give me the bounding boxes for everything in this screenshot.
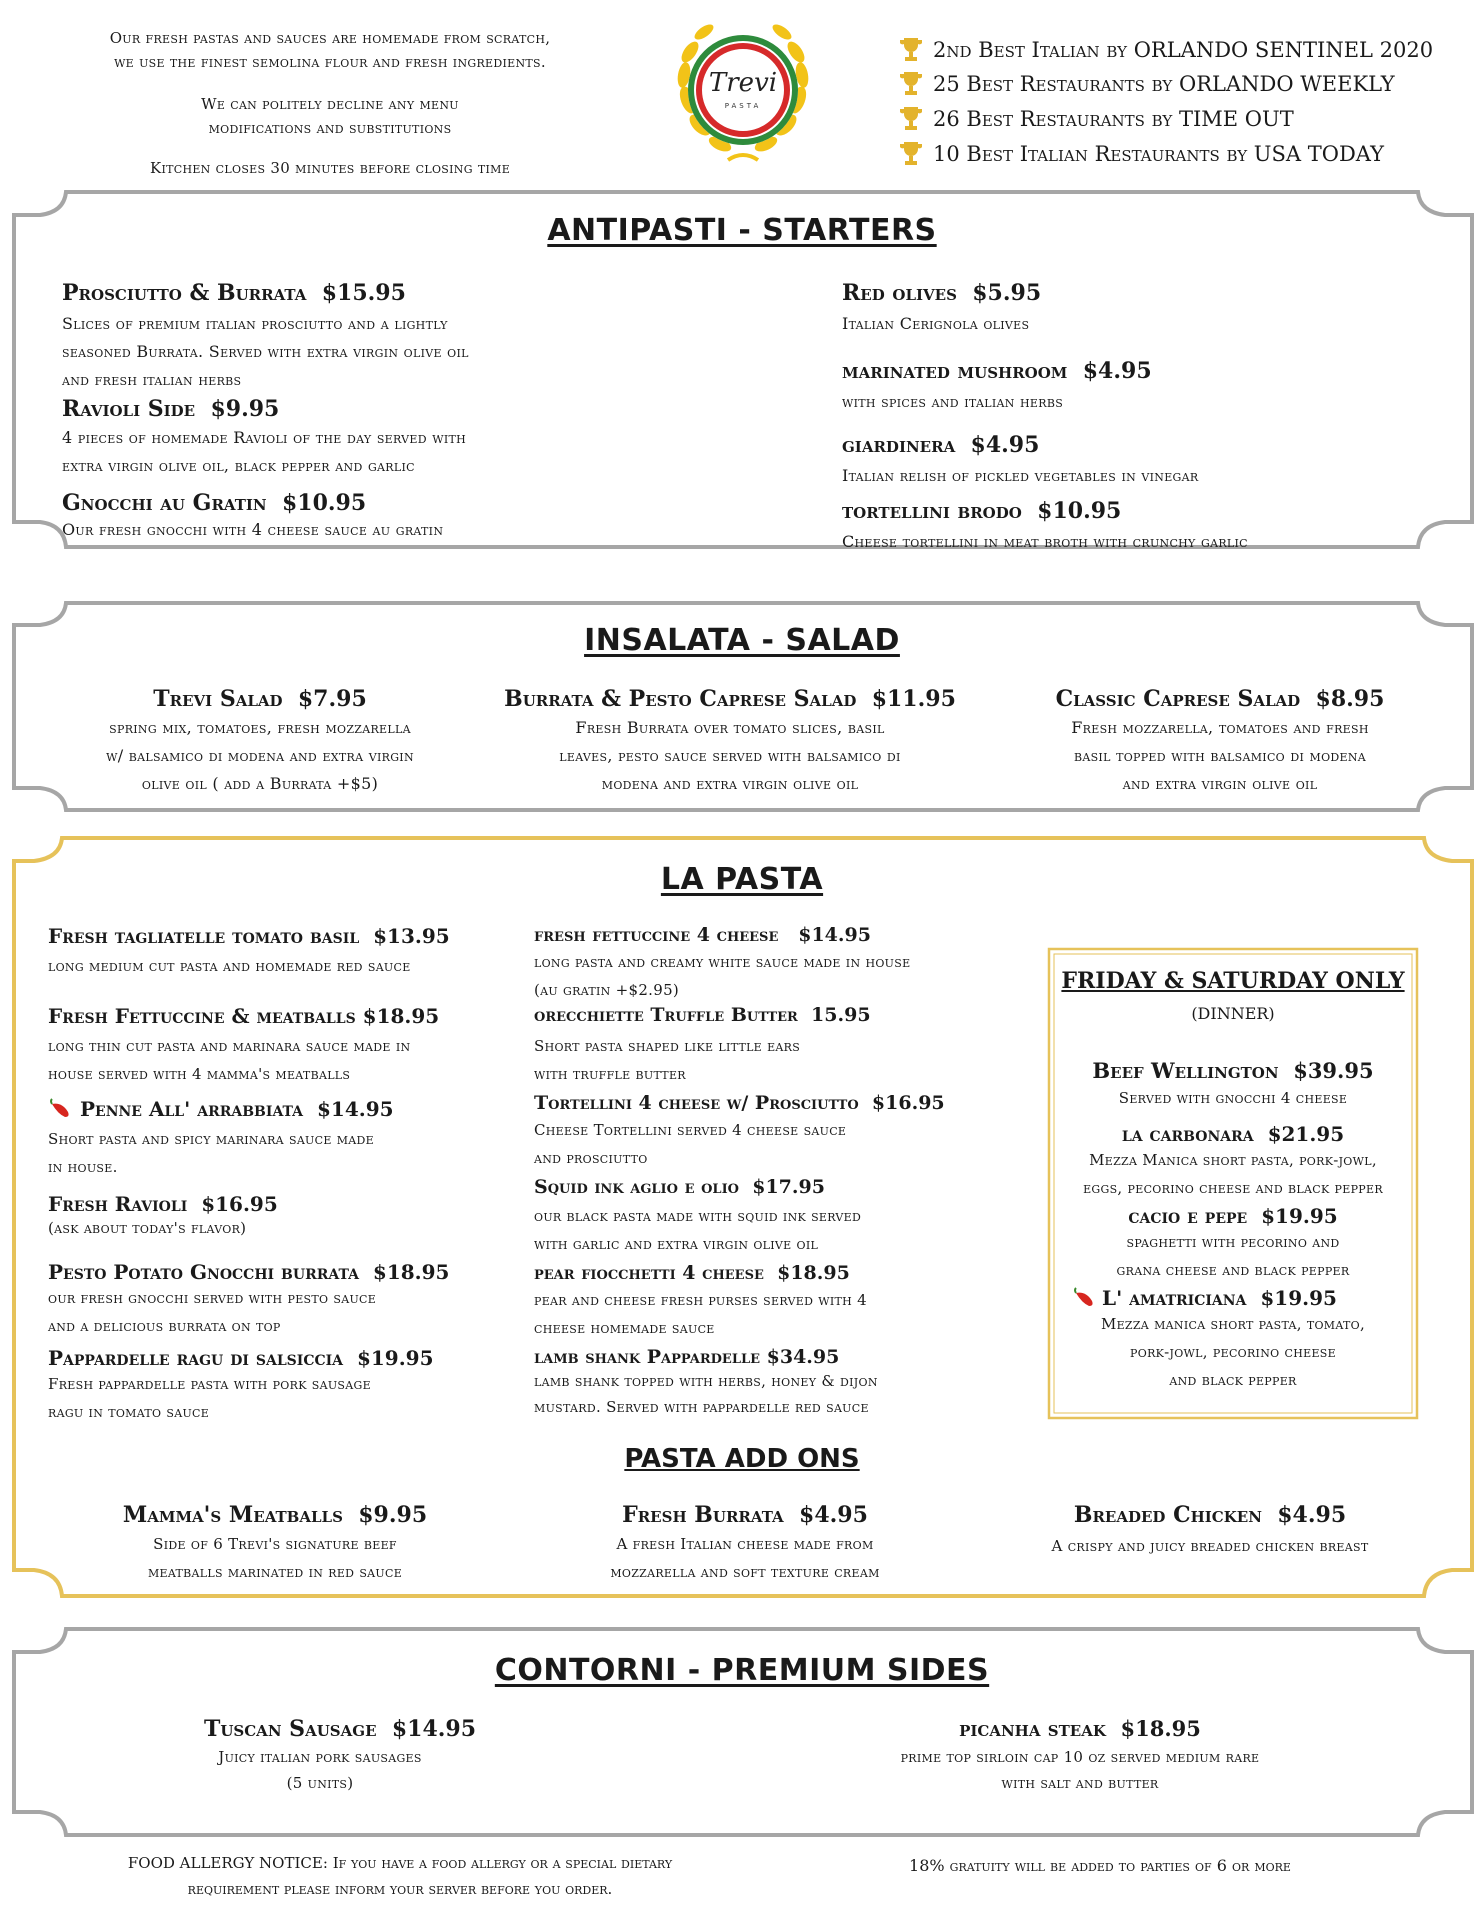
menu-item-title: Pappardelle ragu di salsiccia $19.95	[48, 1346, 434, 1370]
menu-item-desc: prime top sirloin cap 10 oz served medium rare with salt and butter	[900, 1748, 1260, 1792]
menu-item-desc: Our fresh gnocchi with 4 cheese sauce au gratin	[62, 520, 444, 539]
menu-item-title: tortellini brodo $10.95	[842, 498, 1122, 524]
menu-item-title: Fresh Burrata $4.95	[622, 1502, 868, 1528]
menu-item-desc: Side of 6 Trevi's signature beef meatballs marinated in red sauce	[147, 1535, 403, 1581]
menu-item-title: Fresh Ravioli $16.95	[48, 1192, 278, 1216]
menu-item-desc: Cheese tortellini in meat broth with crunchy garlic	[842, 532, 1248, 551]
menu-item-title: L' amatriciana $19.95	[1072, 1286, 1337, 1310]
menu-item-title: Beef Wellington $39.95	[1092, 1058, 1374, 1083]
intro-kitchen-closes	[70, 156, 590, 180]
logo-text: Trevi	[708, 68, 778, 98]
menu-item-desc: Served with gnocchi 4 cheese	[1118, 1089, 1348, 1107]
menu-item-title: Penne All' arrabbiata $14.95	[48, 1097, 394, 1121]
menu-item-title: Pesto Potato Gnocchi burrata $18.95	[48, 1260, 450, 1284]
contorni-title: CONTORNI - PREMIUM SIDES	[494, 1653, 990, 1688]
menu-item-desc: Juicy italian pork sausages (5 units)	[218, 1748, 422, 1792]
menu-item-title: la carbonara $21.95	[1121, 1122, 1345, 1146]
menu-item-desc: A fresh Italian cheese made from mozzarella and soft texture cream	[610, 1535, 880, 1581]
chili-pepper-icon	[1072, 1287, 1096, 1309]
menu-item-desc: Fresh Burrata over tomato slices, basil leaves, pesto sauce served with balsamico di modena and extra virgin olive oil	[559, 718, 901, 793]
allergy-label: FOOD ALLERGY NOTICE:	[127, 1854, 328, 1872]
menu-item-title: Mamma's Meatballs $9.95	[122, 1502, 428, 1528]
trophy-icon	[898, 140, 924, 168]
menu-item-title: fresh fettuccine 4 cheese $14.95	[534, 924, 871, 946]
gratuity-notice: 18% gratuity will be added to parties of 6 or more	[909, 1856, 1291, 1875]
menu-item-title: Ravioli Side $9.95	[62, 396, 280, 422]
special-subtitle: (DINNER)	[1191, 1004, 1275, 1023]
menu-item-title: Tuscan Sausage $14.95	[203, 1716, 477, 1742]
menu-item-title: lamb shank Pappardelle $34.95	[534, 1346, 840, 1368]
menu-item-title: Tortellini 4 cheese w/ Prosciutto $16.95	[534, 1092, 945, 1114]
menu-item-title: Gnocchi au Gratin $10.95	[62, 490, 367, 516]
menu-item-desc: A crispy and juicy breaded chicken breast	[1051, 1537, 1369, 1555]
menu-item-title: Squid ink aglio e olio $17.95	[534, 1176, 825, 1198]
addons-title: PASTA ADD ONS	[624, 1444, 860, 1474]
menu-item-desc: our fresh gnocchi served with pesto sauce and a delicious burrata on top	[48, 1289, 377, 1335]
menu-item-desc: Slices of premium italian prosciutto and a lightly seasoned Burrata. Served with extra virgin olive oil and fresh italian herbs	[62, 314, 469, 389]
menu-item-desc: spring mix, tomatoes, fresh mozzarella w/ balsamico di modena and extra virgin olive oil ( add a Burrata +$5)	[106, 718, 414, 793]
menu-item-desc: spaghetti with pecorino and grana cheese and black pepper	[1116, 1233, 1350, 1279]
allergy-notice	[70, 1850, 730, 1902]
pasta-title: LA PASTA	[660, 862, 824, 897]
award-text: 2nd Best Italian by ORLANDO SENTINEL 2020	[933, 38, 1434, 62]
menu-item-title: Prosciutto & Burrata $15.95	[62, 280, 406, 306]
menu-item-desc: 4 pieces of homemade Ravioli of the day served with extra virgin olive oil, black pepper and garlic	[62, 428, 467, 475]
menu-item-desc: Mezza Manica short pasta, pork-jowl, eggs, pecorino cheese and black pepper	[1083, 1151, 1383, 1197]
award-item	[898, 105, 1294, 133]
intro-modifications	[70, 92, 590, 140]
insalata-title: INSALATA - SALAD	[584, 623, 900, 658]
menu-item-desc: with spices and italian herbs	[842, 392, 1064, 411]
award-item	[898, 140, 1384, 168]
menu-item-desc: Short pasta and spicy marinara sauce made in house.	[48, 1130, 375, 1176]
trophy-icon	[898, 36, 924, 64]
intro-line: Our fresh pastas and sauces are homemade from scratch,	[109, 29, 551, 47]
intro-line: modifications and substitutions	[208, 119, 452, 137]
menu-item-title: Trevi Salad $7.95	[153, 686, 367, 712]
special-title: FRIDAY & SATURDAY ONLY	[1061, 968, 1405, 994]
menu-item-title: pear fiocchetti 4 cheese $18.95	[534, 1262, 850, 1284]
menu-item-desc: Italian relish of pickled vegetables in vinegar	[842, 466, 1199, 485]
menu-item-desc: our black pasta made with squid ink served with garlic and extra virgin olive oil	[534, 1207, 862, 1253]
menu-item-desc: long medium cut pasta and homemade red sauce	[48, 957, 411, 975]
menu-item-title: Fresh Fettuccine & meatballs $18.95	[48, 1004, 440, 1028]
menu-item-desc: long thin cut pasta and marinara sauce made in house served with 4 mamma's meatballs	[48, 1037, 411, 1083]
menu-item-title: cacio e pepe $19.95	[1128, 1204, 1338, 1228]
menu-item-title: orecchiette Truffle Butter 15.95	[534, 1004, 871, 1026]
award-text: 26 Best Restaurants by TIME OUT	[933, 107, 1294, 131]
menu-item-title: Red olives $5.95	[842, 280, 1042, 306]
logo-subtext: PASTA	[724, 102, 762, 110]
intro-line: We can politely decline any menu	[201, 95, 459, 113]
menu-item-desc: Italian Cerignola olives	[842, 314, 1030, 333]
menu-item-desc: Fresh mozzarella, tomatoes and fresh basil topped with balsamico di modena and extra virgin olive oil	[1071, 718, 1369, 793]
trevi-logo	[668, 10, 818, 170]
intro-fresh-pasta	[70, 26, 590, 74]
menu-item-title: marinated mushroom $4.95	[842, 358, 1152, 384]
trophy-icon	[898, 105, 924, 133]
menu-item-title: Fresh tagliatelle tomato basil $13.95	[48, 924, 450, 948]
intro-line: Kitchen closes 30 minutes before closing time	[149, 159, 511, 177]
menu-item-title: Classic Caprese Salad $8.95	[1055, 686, 1385, 712]
menu-item-title: giardinera $4.95	[842, 432, 1040, 458]
menu-item-desc: Short pasta shaped like little ears with truffle butter	[534, 1037, 801, 1083]
menu-item-desc: pear and cheese fresh purses served with 4 cheese homemade sauce	[534, 1291, 867, 1337]
trophy-icon	[898, 70, 924, 98]
menu-item-desc: long pasta and creamy white sauce made in house (au gratin +$2.95)	[534, 953, 911, 999]
menu-item-desc: lamb shank topped with herbs, honey & dijon mustard. Served with pappardelle red sauce	[534, 1372, 878, 1416]
intro-line: we use the finest semolina flour and fresh ingredients.	[114, 53, 546, 71]
antipasti-title: ANTIPASTI - STARTERS	[547, 213, 937, 248]
menu-item-title: Breaded Chicken $4.95	[1073, 1502, 1347, 1528]
allergy-text: If you have a food allergy or a special dietary	[332, 1854, 673, 1872]
award-text: 25 Best Restaurants by ORLANDO WEEKLY	[933, 72, 1395, 96]
menu-item-desc: Cheese Tortellini served 4 cheese sauce and prosciutto	[534, 1121, 847, 1167]
allergy-text-2: requirement please inform your server before you order.	[187, 1880, 613, 1898]
menu-item-desc: (ask about today's flavor)	[48, 1219, 247, 1237]
menu-item-desc: Fresh pappardelle pasta with pork sausage ragu in tomato sauce	[48, 1375, 371, 1421]
menu-item-title: Burrata & Pesto Caprese Salad $11.95	[504, 686, 956, 712]
menu-item-desc: Mezza manica short pasta, tomato, pork-jowl, pecorino cheese and black pepper	[1100, 1315, 1366, 1389]
award-text: 10 Best Italian Restaurants by USA TODAY	[933, 142, 1384, 166]
award-item	[898, 70, 1395, 98]
chili-pepper-icon	[48, 1098, 72, 1120]
menu-item-title: picanha steak $18.95	[959, 1716, 1201, 1741]
award-item	[898, 36, 1433, 64]
